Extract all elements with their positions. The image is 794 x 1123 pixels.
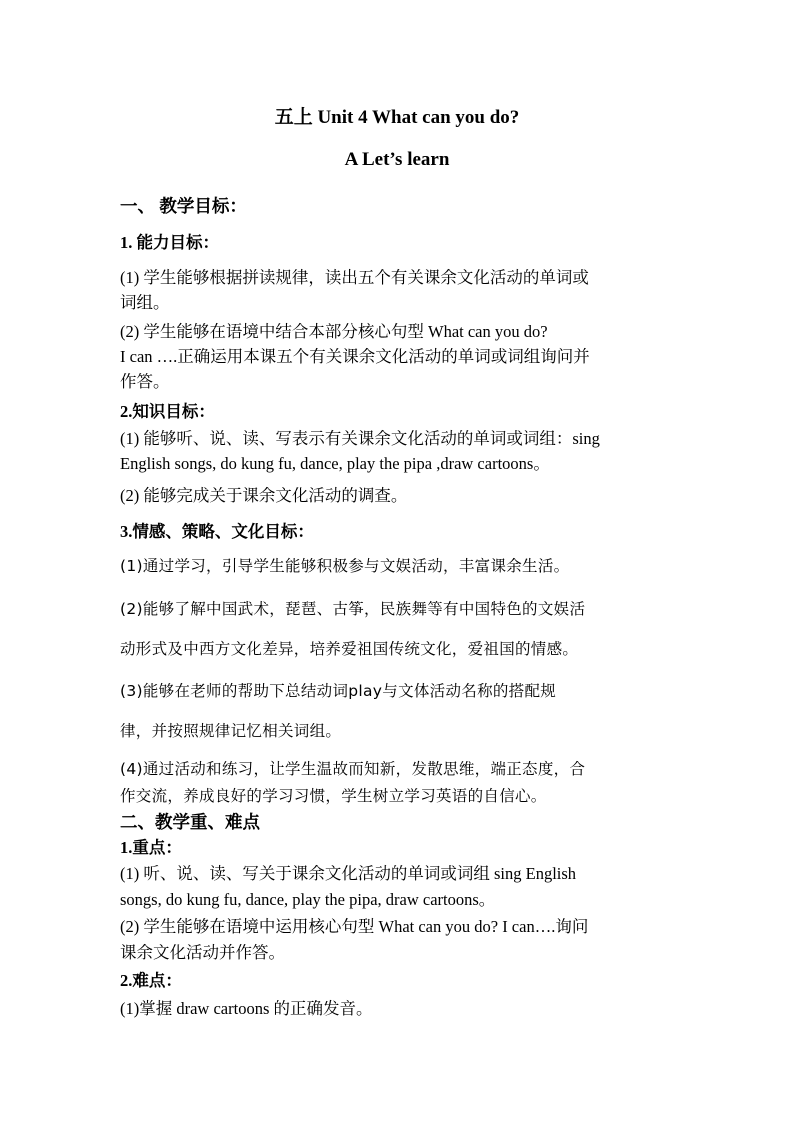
ability-heading: 1. 能力目标： (120, 233, 219, 252)
ability-item1-line2: 词组。 (120, 293, 170, 312)
knowledge-item1-line1: (1) 能够听、说、读、写表示有关课余文化活动的单词或词组：sing (120, 429, 600, 448)
key-item1-line1: (1) 听、说、读、写关于课余文化活动的单词或词组 sing English (120, 864, 577, 883)
section-heading-objectives: 一、 教学目标： (120, 196, 247, 216)
ability-item2-line3: 作答。 (120, 372, 170, 391)
key-item2-line2: 课余文化活动并作答。 (120, 943, 285, 962)
emotion-item3-line1: (3)能够在老师的帮助下总结动词play与文体活动名称的搭配规 (120, 682, 557, 700)
document-title: 五上 Unit 4 What can you do? (274, 107, 520, 128)
key-item1-line2: songs, do kung fu, dance, play the pipa, draw cartoons。 (120, 890, 496, 909)
emotion-item3-line2: 律，并按照规律记忆相关词组。 (120, 722, 342, 740)
difficult-item1: (1)掌握 draw cartoons 的正确发音。 (120, 999, 373, 1018)
knowledge-item2: (2) 能够完成关于课余文化活动的调查。 (120, 486, 408, 505)
emotion-heading: 3.情感、策略、文化目标： (120, 522, 314, 541)
emotion-item4-line2: 作交流，养成良好的学习习惯，学生树立学习英语的自信心。 (120, 787, 547, 805)
ability-item2-line2: I can ….正确运用本课五个有关课余文化活动的单词或词组询问并 (120, 347, 590, 366)
knowledge-heading: 2.知识目标： (120, 402, 215, 421)
difficult-points-heading: 2.难点： (120, 971, 182, 990)
key-item2-line1: (2) 学生能够在语境中运用核心句型 What can you do? I can….询问 (120, 917, 589, 936)
emotion-item2-line2: 动形式及中西方文化差异，培养爱祖国传统文化，爱祖国的情感。 (120, 640, 579, 658)
section-heading-key-difficult: 二、教学重、难点 (120, 812, 260, 832)
emotion-item1: (1)通过学习，引导学生能够积极参与文娱活动，丰富课余生活。 (120, 557, 570, 575)
knowledge-item1-line2: English songs, do kung fu, dance, play the pipa ,draw cartoons。 (120, 454, 550, 473)
ability-item2-line1: (2) 学生能够在语境中结合本部分核心句型 What can you do? (120, 322, 548, 341)
emotion-item4-line1: (4)通过活动和练习，让学生温故而知新，发散思维，端正态度，合 (120, 760, 586, 778)
ability-item1-line1: (1) 学生能够根据拼读规律，读出五个有关课余文化活动的单词或 (120, 268, 589, 287)
key-points-heading: 1.重点： (120, 838, 182, 857)
emotion-item2-line1: (2)能够了解中国武术，琵琶、古筝，民族舞等有中国特色的文娱活 (120, 600, 586, 618)
document-subtitle: A Let’s learn (344, 149, 450, 170)
